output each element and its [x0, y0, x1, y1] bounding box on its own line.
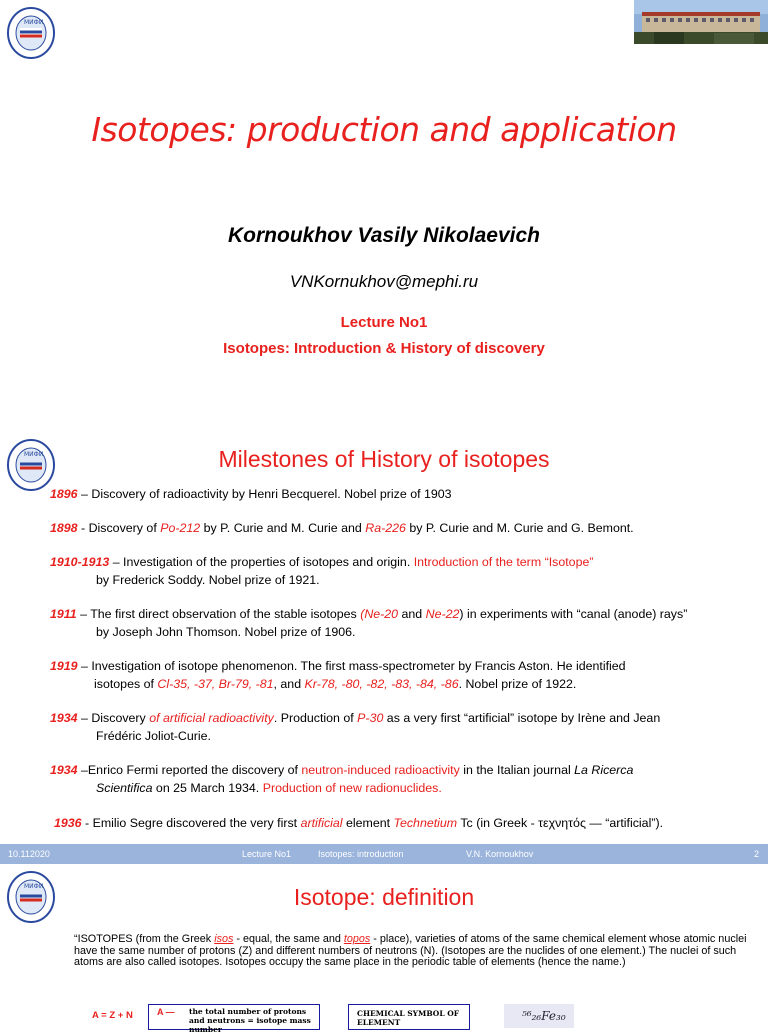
author-email: VNKornukhov@mephi.ru	[289, 272, 479, 291]
milestone-item: 1898 - Discovery of Po-212 by P. Curie and M. Curie and Ra-226 by P. Curie and M. Curie and G. Bemont.	[50, 521, 634, 535]
isotope-definition: “ISOTOPES (from the Greek isos - equal, the same and topos - place), varieties of atoms of the same chemical element whose atomic nuclei have the same number of protons (Z) and different numbers of neutrons (N). (Isotopes are the nuclides of one element.) The nuclei of such atoms are also called isotopes. Isotopes occupy the same place in the periodic table of elements (hence the name.)	[74, 933, 747, 968]
university-building-photo	[634, 0, 768, 44]
chemical-symbol-box: CHEMICAL SYMBOL OF ELEMENT	[348, 1004, 470, 1030]
milestones-slide	[0, 432, 768, 859]
lecture-subtitle: Isotopes: Introduction & History of discovery	[223, 340, 545, 357]
footer-author: V.N. Kornoukhov	[466, 849, 534, 859]
milestone-item: 1910-1913 – Investigation of the properties of isotopes and origin. Introduction of the term “Isotope” by Frederick Soddy. Nobel prize of 1921.	[50, 555, 594, 587]
title-slide	[0, 0, 768, 432]
milestone-item: 1896 – Discovery of radioactivity by Henri Becquerel. Nobel prize of 1903	[50, 487, 452, 501]
svg-text:МИФИ: МИФИ	[24, 451, 44, 458]
footer-date: 10.112020	[8, 849, 50, 859]
svg-text:МИФИ: МИФИ	[24, 883, 44, 890]
mephi-logo-icon	[6, 6, 56, 60]
slide-title: Isotope: definition	[293, 884, 475, 910]
slide-title: Milestones of History of isotopes	[218, 446, 550, 472]
milestone-item: 1934 –Enrico Fermi reported the discovery of neutron-induced radioactivity in the Italian journal La Ricerca Scientifica on 25 March 1934. Production of new radionuclides.	[50, 763, 634, 795]
lecture-number: Lecture No1	[340, 314, 428, 331]
footer-topic: Isotopes: introduction	[318, 849, 404, 859]
mass-number-formula: A = Z + N	[92, 1010, 133, 1021]
definition-slide	[0, 864, 768, 1034]
milestone-item: 1936 - Emilio Segre discovered the very first artificial element Technetium Tc (in Greek - τεχνητός — “artificial”).	[54, 816, 664, 830]
milestone-item: 1911 – The first direct observation of the stable isotopes (Ne-20 and Ne-22) in experiments with “canal (anode) rays” by Joseph John Thomson. Nobel prize of 1906.	[50, 607, 688, 639]
author-name: Kornoukhov Vasily Nikolaevich	[228, 224, 540, 247]
presentation-title: Isotopes: production and application	[91, 110, 677, 149]
footer-lecture: Lecture No1	[242, 849, 292, 859]
slide-footer	[0, 844, 768, 864]
milestone-item: 1934 – Discovery of artificial radioactivity. Production of P-30 as a very first “artificial” isotope by Irène and Jean Frédéric Joliot-Curie.	[50, 711, 661, 743]
milestone-item: 1919 – Investigation of isotope phenomenon. The first mass-spectrometer by Francis Aston. He identified isotopes of Cl-35, -37, Br-79, -81, and Kr-78, -80, -82, -83, -84, -86. Nobel prize of 1922.	[50, 659, 626, 691]
mass-number-box: A — the total number of protons and neutrons = isotope mass number	[148, 1004, 320, 1030]
svg-text:МИФИ: МИФИ	[24, 19, 44, 26]
footer-page-number: 2	[754, 849, 760, 859]
iron-notation-box: ⁵⁶₂₆Fe₃₀	[504, 1004, 574, 1028]
